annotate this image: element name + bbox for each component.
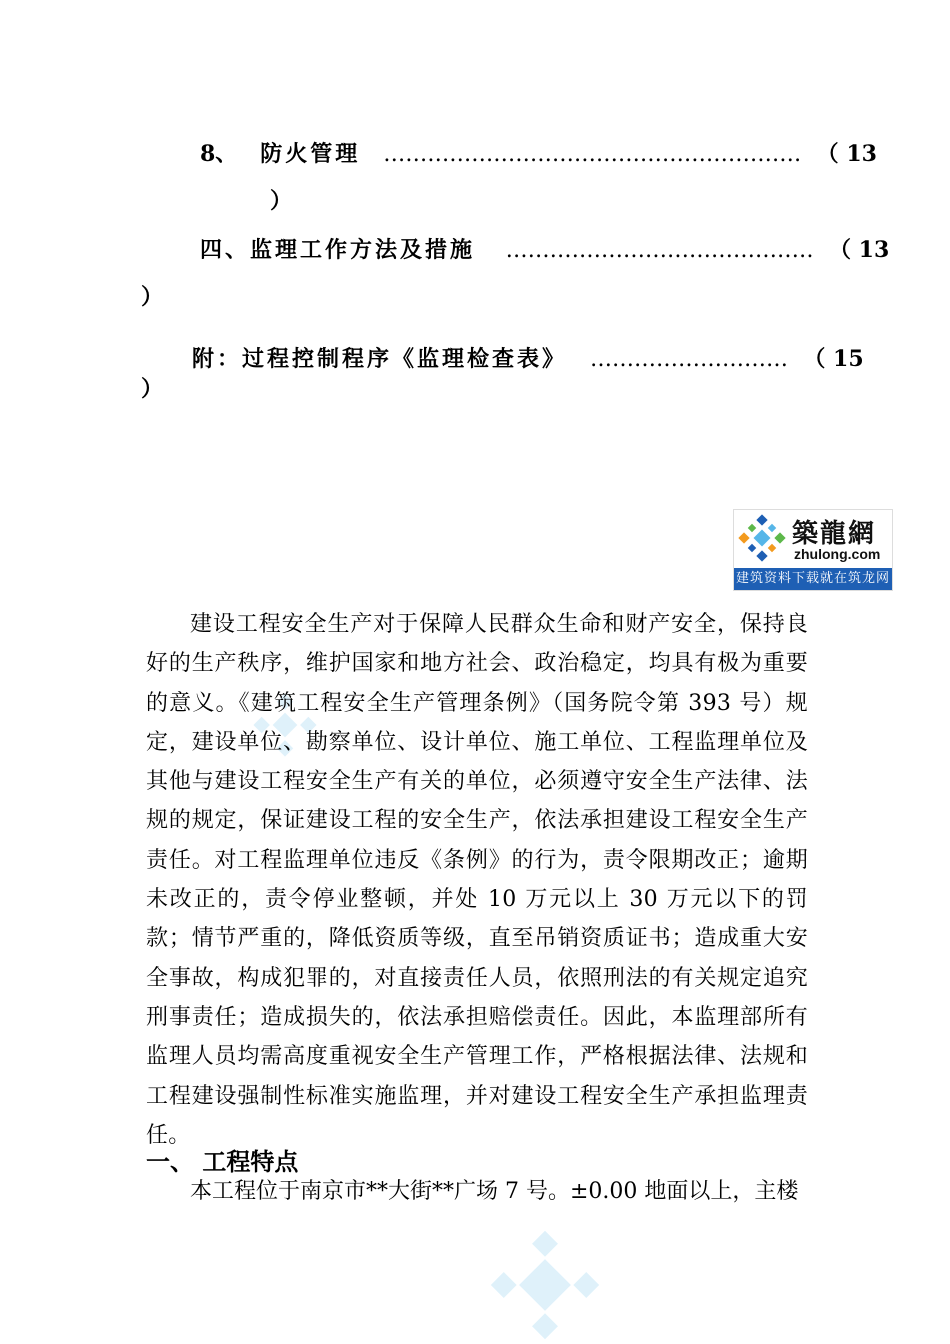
toc-page-number: 15: [833, 346, 864, 372]
toc-entry-appendix: [192, 344, 864, 375]
toc-leader-dots: ……………………………………: [505, 238, 814, 263]
body-paragraph: 建设工程安全生产对于保障人民群众生命和财产安全，保持良好的生产秩序，维护国家和地方社会、政治稳定，均具有极为重要的意义。《建筑工程安全生产管理条例》（国务院令第 393 号）规定，建设单位、勘察单位、设计单位、施工单位、工程监理单位及其他与建设工程安全生产有关的单位，必须遵守安全生产法律、法规的规定，保证建设工程的安全生产，依法承担建设工程安全生产责任。对工程监理单位违反《条例》的行为，责令限期改正；逾期未改正的，责令停业整顿，并处 10 万元以上 30 万元以下的罚款；情节严重的，降低资质等级，直至吊销资质证书；造成重大安全事故，构成犯罪的，对直接责任人员，依照刑法的有关规定追究刑事责任；造成损失的，依法承担赔偿责任。因此，本监理部所有监理人员均需高度重视安全生产管理工作，严格根据法律、法规和工程建设强制性标准实施监理，并对建设工程安全生产承担监理责任。: [146, 612, 808, 1148]
toc-page-number: 13: [846, 141, 877, 167]
toc-page-number: 13: [858, 237, 890, 263]
toc-page-close: ）: [141, 376, 164, 402]
toc-number: 8、: [200, 141, 238, 167]
toc-page-close: ）: [141, 284, 164, 310]
zhulong-snowflake-icon: [738, 514, 786, 562]
logo-domain: zhulong.com: [794, 546, 881, 562]
toc-title: 四、监理工作方法及措施: [200, 237, 476, 263]
toc-leader-dots: …………………………………………………: [383, 142, 802, 167]
toc-page-open: （: [828, 237, 851, 263]
toc-title: 防火管理: [260, 141, 361, 167]
logo-name: 築龍網: [792, 519, 877, 549]
toc-entry-fire-management: [200, 139, 877, 170]
toc-page-open: （: [803, 346, 826, 372]
watermark-icon: [490, 1230, 600, 1340]
toc-page-open: （: [816, 141, 839, 167]
toc-title: 附：过程控制程序《监理检查表》: [192, 346, 568, 372]
logo-slogan: 建筑资料下载就在筑龙网: [734, 568, 892, 590]
intro-text: 本工程位于南京市**大街**广场 7 号。±0.00 地面以上，主楼: [190, 1179, 799, 1204]
toc-leader-dots: ………………………: [590, 347, 788, 372]
zhulong-logo[interactable]: [733, 509, 893, 591]
section-heading: 一、 工程特点: [146, 1148, 299, 1176]
toc-page-close: ）: [270, 188, 293, 214]
toc-entry-methods: [200, 235, 889, 266]
